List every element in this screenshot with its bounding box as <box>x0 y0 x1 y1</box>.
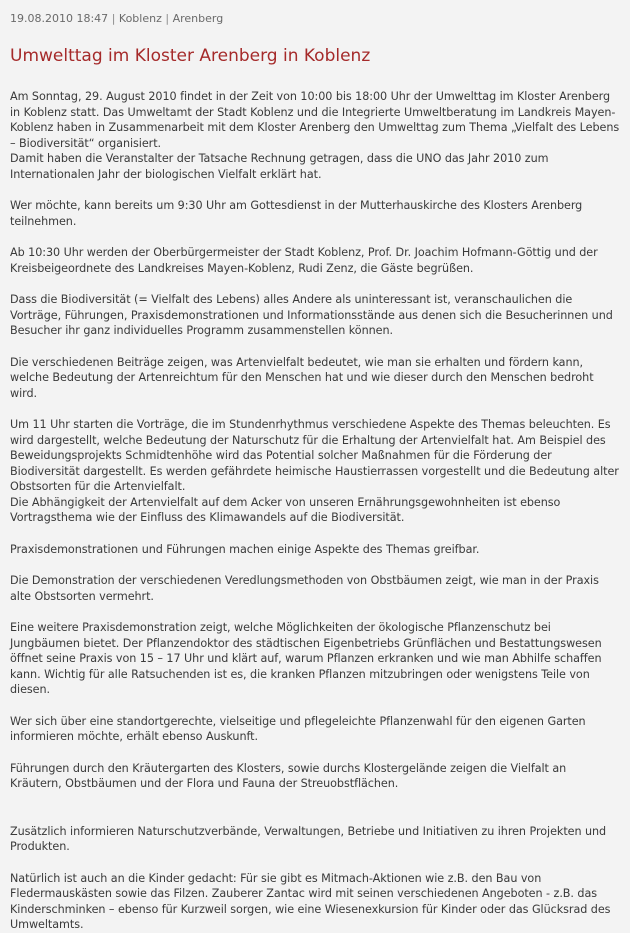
article-paragraph: Praxisdemonstrationen und Führungen machen einige Aspekte des Themas greifbar. <box>10 542 480 556</box>
location-tag: Koblenz <box>118 12 162 25</box>
article-paragraph: Am Sonntag, 29. August 2010 findet in der Zeit von 10:00 bis 18:00 Uhr der Umwelttag im Kloster Arenberg in Koblenz statt. Das Umweltamt der Stadt Koblenz und die Integrierte Umweltberatung im Landkreis Mayen-Koblenz haben in Zusammenarbeit mit dem Kloster Arenberg den Umwelttag zum Thema „Vielfalt des Lebens – Biodiversität“ organisiert. Damit haben die Veranstalter der Tatsache Rechnung getragen, dass die UNO das Jahr 2010 zum Internationalen Jahr der biologischen Vielfalt erklärt hat. <box>10 90 620 181</box>
article-paragraph: Die Demonstration der verschiedenen Veredlungsmethoden von Obstbäumen zeigt, wie man in der Praxis alte Obstsorten vermehrt. <box>10 574 599 603</box>
article-paragraph: Wer sich über eine standortgerechte, vielseitige und pflegeleichte Pflanzenwahl für den eigenen Garten informieren möchte, erhält ebenso Auskunft. <box>10 714 586 743</box>
article-paragraph: Um 11 Uhr starten die Vorträge, die im Stundenrhythmus verschiedene Aspekte des Themas beleuchten. Es wird dargestellt, welche Bedeutung der Naturschutz für die Erhaltung der Artenvielfalt hat. Am Beispiel des Beweidungsprojekts Schmidtenhöhe wird das Potential solcher Maßnahmen für die Förderung der Biodiversität dargestellt. Es werden gefährdete heimische Haustierrassen vorgestellt und die Bedeutung alter Obstsorten für die Artenvielfalt. Die Abhängigkeit der Artenvielfalt auf dem Acker von unseren Ernährungsgewohnheiten ist ebenso Vortragsthema wie der Einfluss des Klimawandels auf die Biodiversität. <box>10 418 619 524</box>
article-meta <box>10 12 620 26</box>
article-paragraph: Ab 10:30 Uhr werden der Oberbürgermeister der Stadt Koblenz, Prof. Dr. Joachim Hofmann-Göttig und der Kreisbeigeordnete des Landkreises Mayen-Koblenz, Rudi Zenz, die Gäste begrüßen. <box>10 246 598 275</box>
article-paragraph: Natürlich ist auch an die Kinder gedacht: Für sie gibt es Mitmach-Aktionen wie z.B. den Bau von Fledermauskästen sowie das Filzen. Zauberer Zantac wird mit seinen verschiedenen Angeboten - z.B. das Kinderschminken – ebenso für Kurzweil sorgen, wie eine Wiesenexkursion für Kinder oder das Glücksrad des Umweltamts. <box>10 871 611 931</box>
publish-date: 19.08.2010 18:47 <box>10 12 109 25</box>
meta-separator: | <box>165 12 170 25</box>
article-paragraph: Dass die Biodiversität (= Vielfalt des Lebens) alles Andere als uninteressant ist, veranschaulichen die Vorträge, Führungen, Praxisdemonstrationen und Informationsstände aus denen sich die Besucherinnen und Besucher ihr ganz individuelles Programm zusammenstellen können. <box>10 293 613 337</box>
blank-line <box>10 808 620 824</box>
article-paragraph: Die verschiedenen Beiträge zeigen, was Artenvielfalt bedeutet, wie man sie erhalten und fördern kann, welche Bedeutung der Artenreichtum für den Menschen hat und wie dieser durch den Menschen bedroht wird. <box>10 355 594 400</box>
article-paragraph: Wer möchte, kann bereits um 9:30 Uhr am Gottesdienst in der Mutterhauskirche des Klosters Arenberg teilnehmen. <box>10 199 583 228</box>
article-body <box>10 89 620 933</box>
article-paragraph: Führungen durch den Kräutergarten des Klosters, sowie durchs Klostergelände zeigen die Vielfalt an Kräutern, Obstbäumen und der Flora und Fauna der Streuobstflächen. <box>10 761 567 790</box>
article-paragraph: Eine weitere Praxisdemonstration zeigt, welche Möglichkeiten der ökologische Pflanzenschutz bei Jungbäumen bietet. Der Pflanzendoktor des städtischen Eigenbetriebs Grünflächen und Bestattungswesen öffnet seine Praxis von 15 – 17 Uhr und klärt auf, warum Pflanzen erkranken und wie man Abhilfe schaffen kann. Wichtig für alle Ratsuchenden ist es, die kranken Pflanzen mitzubringen oder wenigstens Teile von diesen. <box>10 621 602 696</box>
article-paragraph: Zusätzlich informieren Naturschutzverbände, Verwaltungen, Betriebe und Initiativen zu ihren Projekten und Produkten. <box>10 824 607 853</box>
category-tag: Arenberg <box>172 12 224 25</box>
article-title: Umwelttag im Kloster Arenberg in Koblenz <box>10 46 371 66</box>
meta-separator: | <box>111 12 116 25</box>
